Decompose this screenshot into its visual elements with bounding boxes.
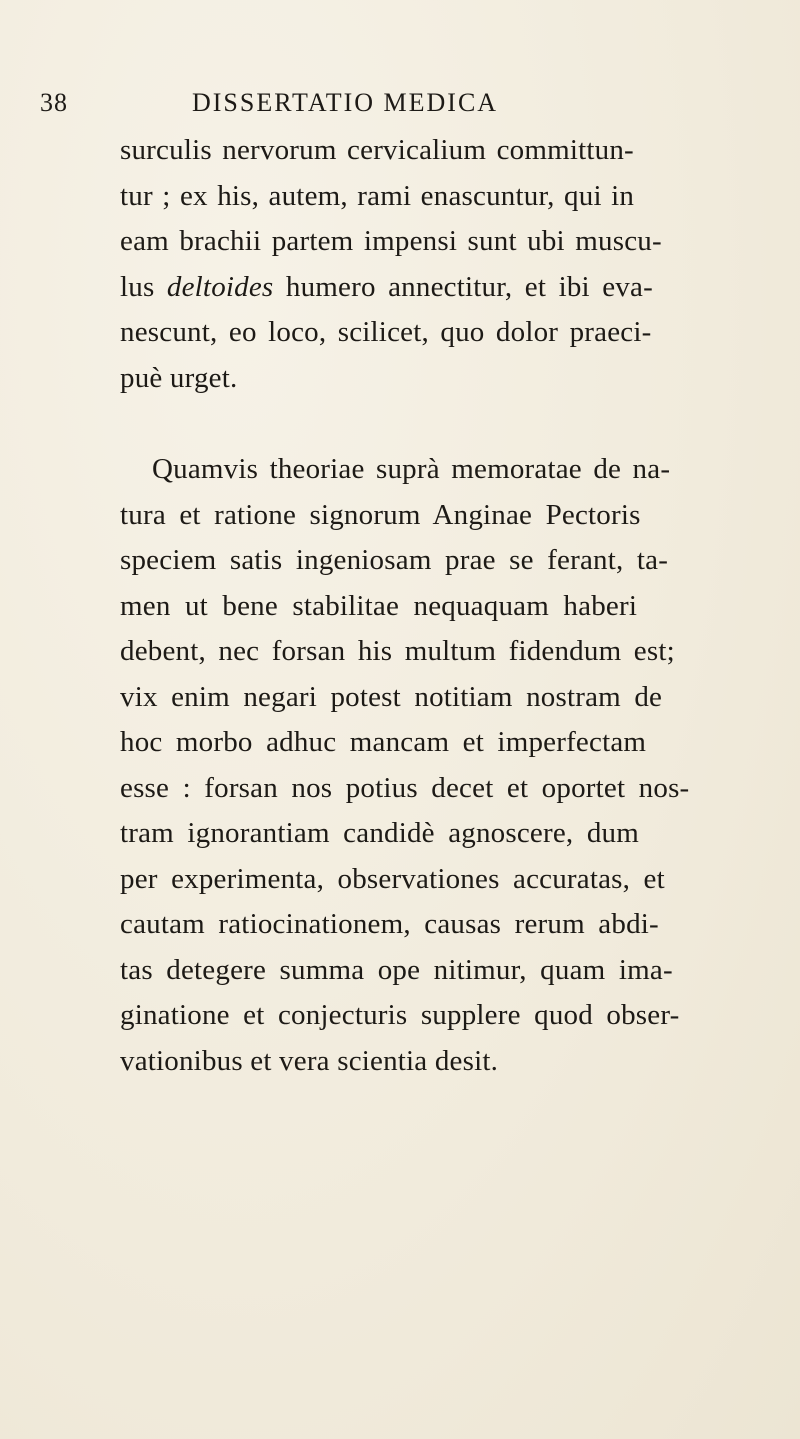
text-line: men ut bene stabilitae nequaquam haberi — [120, 589, 638, 622]
text-line: debent, nec forsan his multum fidendum est; — [120, 635, 675, 667]
text-line: vationibus et vera scientia desit. — [120, 1044, 499, 1077]
text-line: tur ; ex his, autem, rami enascuntur, qui in — [120, 179, 635, 212]
running-title: DISSERTATIO MEDICA — [192, 88, 499, 117]
text-line: Quamvis theoriae suprà memoratae de na- — [152, 453, 671, 485]
body-text — [120, 128, 780, 1084]
text-line: tas detegere summa ope nitimur, quam ima- — [120, 953, 673, 986]
text-line: nescunt, eo loco, scilicet, quo dolor praeci- — [120, 316, 652, 348]
text-line: puè urget. — [120, 361, 238, 394]
text-line: per experimenta, observationes accuratas, et — [120, 862, 665, 895]
italic-term: deltoides — [166, 270, 274, 303]
paragraph-1 — [120, 128, 780, 401]
text-line: hoc morbo adhuc mancam et imperfectam — [120, 726, 647, 758]
text-line — [120, 265, 780, 311]
text-segment: lus — [120, 270, 167, 303]
text-line: speciem satis ingeniosam prae se ferant, ta- — [120, 544, 669, 576]
text-line: tura et ratione signorum Anginae Pectoris — [120, 498, 641, 531]
text-line: eam brachii partem impensi sunt ubi muscu- — [120, 225, 662, 257]
page-number: 38 — [40, 88, 68, 117]
running-head — [0, 88, 800, 128]
text-line: tram ignorantiam candidè agnoscere, dum — [120, 817, 639, 849]
text-segment: humero annectitur, et ibi eva- — [273, 270, 653, 303]
text-line: ginatione et conjecturis supplere quod obser- — [120, 999, 680, 1031]
text-line: vix enim negari potest notitiam nostram de — [120, 680, 663, 713]
text-line: surculis nervorum cervicalium committun- — [120, 134, 634, 166]
text-line: esse : forsan nos potius decet et oportet nos- — [120, 771, 690, 804]
text-line: cautam ratiocinationem, causas rerum abdi- — [120, 908, 659, 940]
paragraph-2 — [120, 447, 780, 1084]
